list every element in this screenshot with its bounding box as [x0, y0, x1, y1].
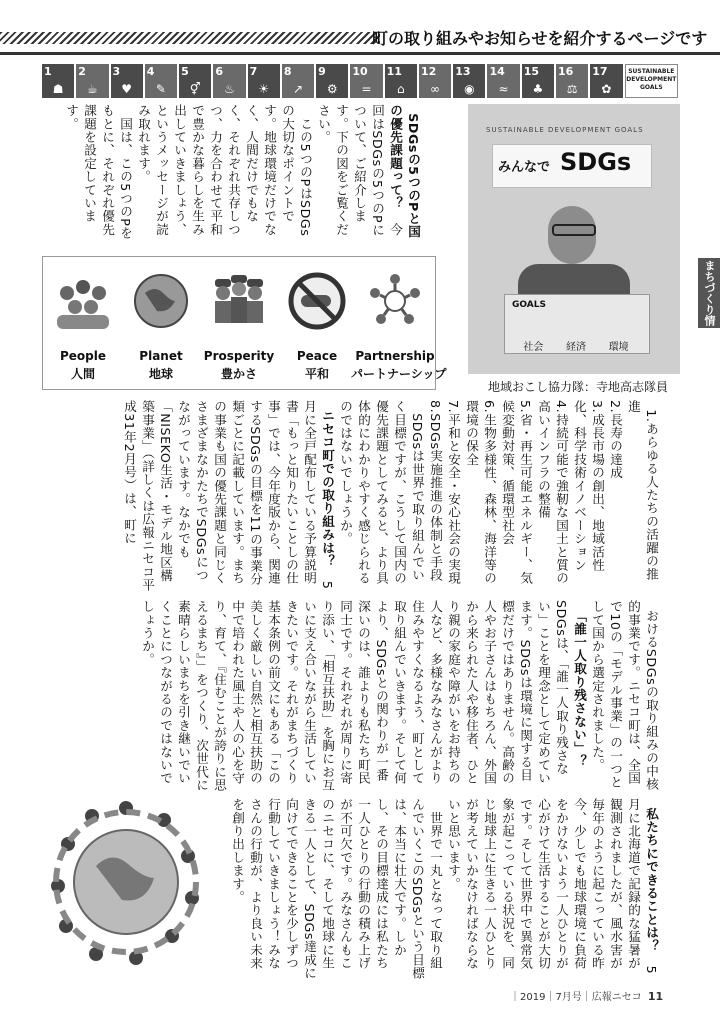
body-inclusion: SDGsは、「誰一人取り残さない」ことを理念として定めています。SDGsは環境に関する目標だけではありません。高齢の人やお子さんはもちろん、外国から来られた人や移住者、ひとり親の家庭や障がいをお持ちの人など、多様なみなさんがより住みやすくなるよう、町として取り組んでいきます。そして何より、SDGsとの関わりが一番深いのは、誰よりも私たち町民同士です。それぞれが周りに寄り添い、「相互扶助」を胸にお互いに支え合いながら生活していきたいです。それがまちづくり基本条例の前文にもある「この美しく厳しい自然と相互扶助の中で培われた風土や人の心を守り、育て、『住むことが誇りに思えるまち』」をつくり、次世代に素晴らしいまちを引き継いでいくことにつながるのではないでしょうか。 — [140, 600, 587, 792]
sdg-goal-tile — [556, 64, 588, 98]
sdg-goal-icon: ⚥ — [189, 82, 201, 96]
sdg-goal-number: 2 — [78, 65, 86, 78]
no-nukes-icon — [287, 271, 347, 331]
photo-arc-text: SUSTAINABLE DEVELOPMENT GOALS — [486, 126, 644, 134]
board-word: 経済 — [565, 342, 586, 353]
p-ja-label: 豊かさ — [220, 367, 257, 381]
p-en-label: Planet — [139, 349, 183, 363]
sdg-goal-icon: ♨ — [224, 82, 235, 96]
board-goals-text: GOALS — [512, 300, 546, 310]
p-peace — [279, 257, 355, 387]
p-ja-label: パートナーシップ — [351, 367, 447, 381]
sdg-goal-number: 16 — [557, 65, 574, 78]
sdg-goal-icon: ◉ — [464, 82, 475, 96]
heading-niseko: ニセコ町での取り組みは？ — [320, 409, 335, 568]
page-header-title: 町の取り組みやお知らせを紹介するページです — [372, 29, 708, 48]
sdg-goal-icon: ⚖ — [566, 82, 578, 96]
partnership-icon — [365, 271, 425, 331]
sdg-goal-number: 1 — [44, 65, 52, 78]
sdg-goal-number: 13 — [455, 65, 471, 78]
sdg-goal-icon: ✎ — [155, 82, 166, 96]
globe-icon — [131, 271, 191, 331]
body-5ps: 今回はSDGsの5つのPについて、ご紹介します。下の図をご覧ください。 この5つのPはSDGsの大切なポイントです。地球環境だけでなく、人間だけでもなく、それぞれ共存しつつ、力を合わせて平和で豊かな暮らしを生み出していきましょう、というメッセージが読み取れます。 国は、この5つのPをもとに、それぞれ優先課題を設定しています。 — [64, 104, 403, 240]
sdg-goal-number: 7 — [249, 65, 258, 78]
sdg-goal-number: 3 — [112, 65, 121, 78]
sdg-goal-tile — [248, 64, 280, 98]
sdg-goal-tile — [145, 64, 177, 98]
photo-caption: 地域おこし協力隊：寺地高志隊員 — [487, 380, 668, 394]
p-ja-label: 平和 — [304, 367, 329, 381]
p-en-label: People — [59, 349, 107, 363]
p-en-label: Partnership — [355, 349, 435, 363]
sdg-goal-icon: ☕ — [87, 82, 98, 96]
heading-inclusion: 「誰一人取り残さない」？ — [572, 609, 587, 768]
sdg-goal-icon: ✿ — [601, 82, 612, 96]
page-header — [0, 0, 720, 58]
sdg-goal-tile — [316, 64, 348, 98]
sdg-goal-number: 11 — [386, 65, 402, 78]
sdg-goal-tile — [385, 64, 417, 98]
sdg-goal-tile — [487, 64, 519, 98]
sdg-goal-icon: ∞ — [430, 82, 441, 96]
priority-list: 1.あらゆる人たちの活躍の推進 2.長寿の達成 3.成長市場の創出、地域活性化、科学技術イノベーション 4.持続可能で強靭な国土と質の高いインフラの整備 5.省・再生可能エネルギー、気候変動対策、循環型社会 6.生物多様性、森林、海洋等の環境の保全 7.平和と安全・安心社会の実現 8.SDGs実施推進の体制と手段 SDGsは世界で取り組んでいく目標ですが、こうして国内の優先課題としてみると、より具体的にわかりやすく感じられるのではないでしょうか。 — [338, 400, 659, 585]
heading-5ps: SDGsの5つのPと国の優先課題って？ — [388, 104, 421, 239]
body-niseko: 5月に全戸配布している予算説明書「もっと知りたいことしの仕事」では、今年度版から、関連するSDGsの目標を11の事業分類ごとに記載しています。まちの事業も国の優先課題と同じくさまざまなかたちでSDGsにつながっています。なかでも「NISEKO生活・モデル地区構築事業」（詳しくは広報ニセコ平成31年2月号）は、町に — [122, 400, 335, 592]
sdg-goals-strip — [42, 64, 678, 98]
p-ja-label: 地球 — [148, 367, 173, 381]
header-rule — [0, 52, 720, 55]
sdg-goal-tile — [42, 64, 74, 98]
p-prosperity — [201, 257, 277, 387]
sdg-goal-number: 14 — [489, 65, 505, 78]
sdg-goal-icon: ⚙ — [326, 82, 338, 96]
sdg-goal-tile — [522, 64, 554, 98]
sdg-goal-icon: ♥ — [121, 82, 133, 96]
sdg-goal-number: 8 — [283, 65, 292, 78]
p-ja-label: 人間 — [70, 367, 95, 381]
photo-title-small: みんなで — [498, 160, 551, 175]
p-en-label: Peace — [296, 349, 338, 363]
sdg-logo: SUSTAINABLE DEVELOPMENT GOALS — [625, 64, 679, 98]
sdg-goal-number: 12 — [420, 65, 437, 78]
article-what-we-can-do — [216, 798, 678, 980]
p-partnership — [351, 257, 447, 387]
heading-what-we-can-do: 私たちにできることは？ — [644, 807, 659, 953]
article-inclusion — [44, 600, 678, 792]
header-stripes — [0, 32, 380, 44]
sdg-goal-tile — [213, 64, 245, 98]
article-priorities — [44, 400, 678, 592]
sdg-goal-icon: = — [361, 82, 372, 96]
sdg-goal-number: 9 — [318, 65, 326, 78]
sdg-goal-tile — [282, 64, 314, 98]
glasses-icon — [552, 224, 596, 236]
page-number: 11 — [647, 990, 664, 1003]
body-what-we-can-do: 5月に北海道で記録的な猛暑が観測されましたが、風水害が毎年のように起こっている昨今、少しでも地球環境に負荷をかけないよう一人ひとりが心がけて生活することが大切です。そして世界中で異常気象が起こっている状況を、同じ地球上に生きる一人ひとりが考えていかなければならないと思います。 世界で一丸となって取り組んでいくこのSDGsという目標は、本当に壮大です。しかし、その目標達成には私たち一人ひとりの行動の積み上げが不可欠です。みなさんもこのニセコに、そして地球に生きる一人として、SDGs達成に向けてできることを少しずつ行動していきましょう！みなさんの行動が、より良い未来を創り出します。 — [230, 798, 659, 980]
sdg-goal-number: 10 — [352, 65, 368, 78]
sdg-goal-number: 17 — [592, 65, 608, 78]
section-side-tab[interactable]: まちづくり情報室 — [698, 258, 720, 328]
sdg-goal-icon: ♣ — [532, 82, 544, 96]
people-icon — [53, 271, 113, 331]
sdg-goal-tile — [453, 64, 485, 98]
sdg-goal-number: 15 — [523, 65, 540, 78]
sdg-goal-number: 5 — [181, 65, 189, 78]
photo-title-big: SDGs — [560, 148, 632, 176]
body-continued: おけるSDGsの取り組みの中核的事業です。ニセコ町は、全国で10の「モデル事業」の一つとして国から選定されました。 — [590, 600, 659, 791]
sdg-goal-tile — [179, 64, 211, 98]
board-words — [512, 338, 640, 353]
article-5ps — [44, 104, 440, 246]
sdg-goal-icon: ☀ — [258, 82, 270, 96]
sdg-goal-tile — [350, 64, 382, 98]
p-planet — [123, 257, 199, 387]
sdg-goal-icon: ☗ — [52, 82, 64, 96]
sdg-goal-tile — [76, 64, 108, 98]
sdg-goal-number: 4 — [146, 65, 155, 78]
board-word: 社会 — [523, 342, 544, 353]
workers-icon — [209, 271, 269, 331]
footer-issue: ｜2019｜7月号｜広報ニセコ — [510, 992, 642, 1003]
sdg-goal-tile — [590, 64, 622, 98]
sdg-goal-icon: ↗ — [292, 82, 304, 96]
sdg-goal-icon: ⌂ — [396, 82, 405, 96]
p-en-label: Prosperity — [203, 349, 275, 363]
sdg-goal-tile — [419, 64, 451, 98]
board-word: 環境 — [608, 342, 629, 353]
sdg-goal-number: 6 — [215, 65, 223, 78]
page-footer — [510, 988, 663, 1003]
five-ps-figure — [42, 256, 447, 390]
sdg-goal-tile — [111, 64, 143, 98]
sdg-goal-icon: ≈ — [498, 82, 509, 96]
sdgs-photo — [468, 104, 680, 374]
people-around-globe-illustration — [42, 786, 210, 976]
p-people — [45, 257, 121, 387]
